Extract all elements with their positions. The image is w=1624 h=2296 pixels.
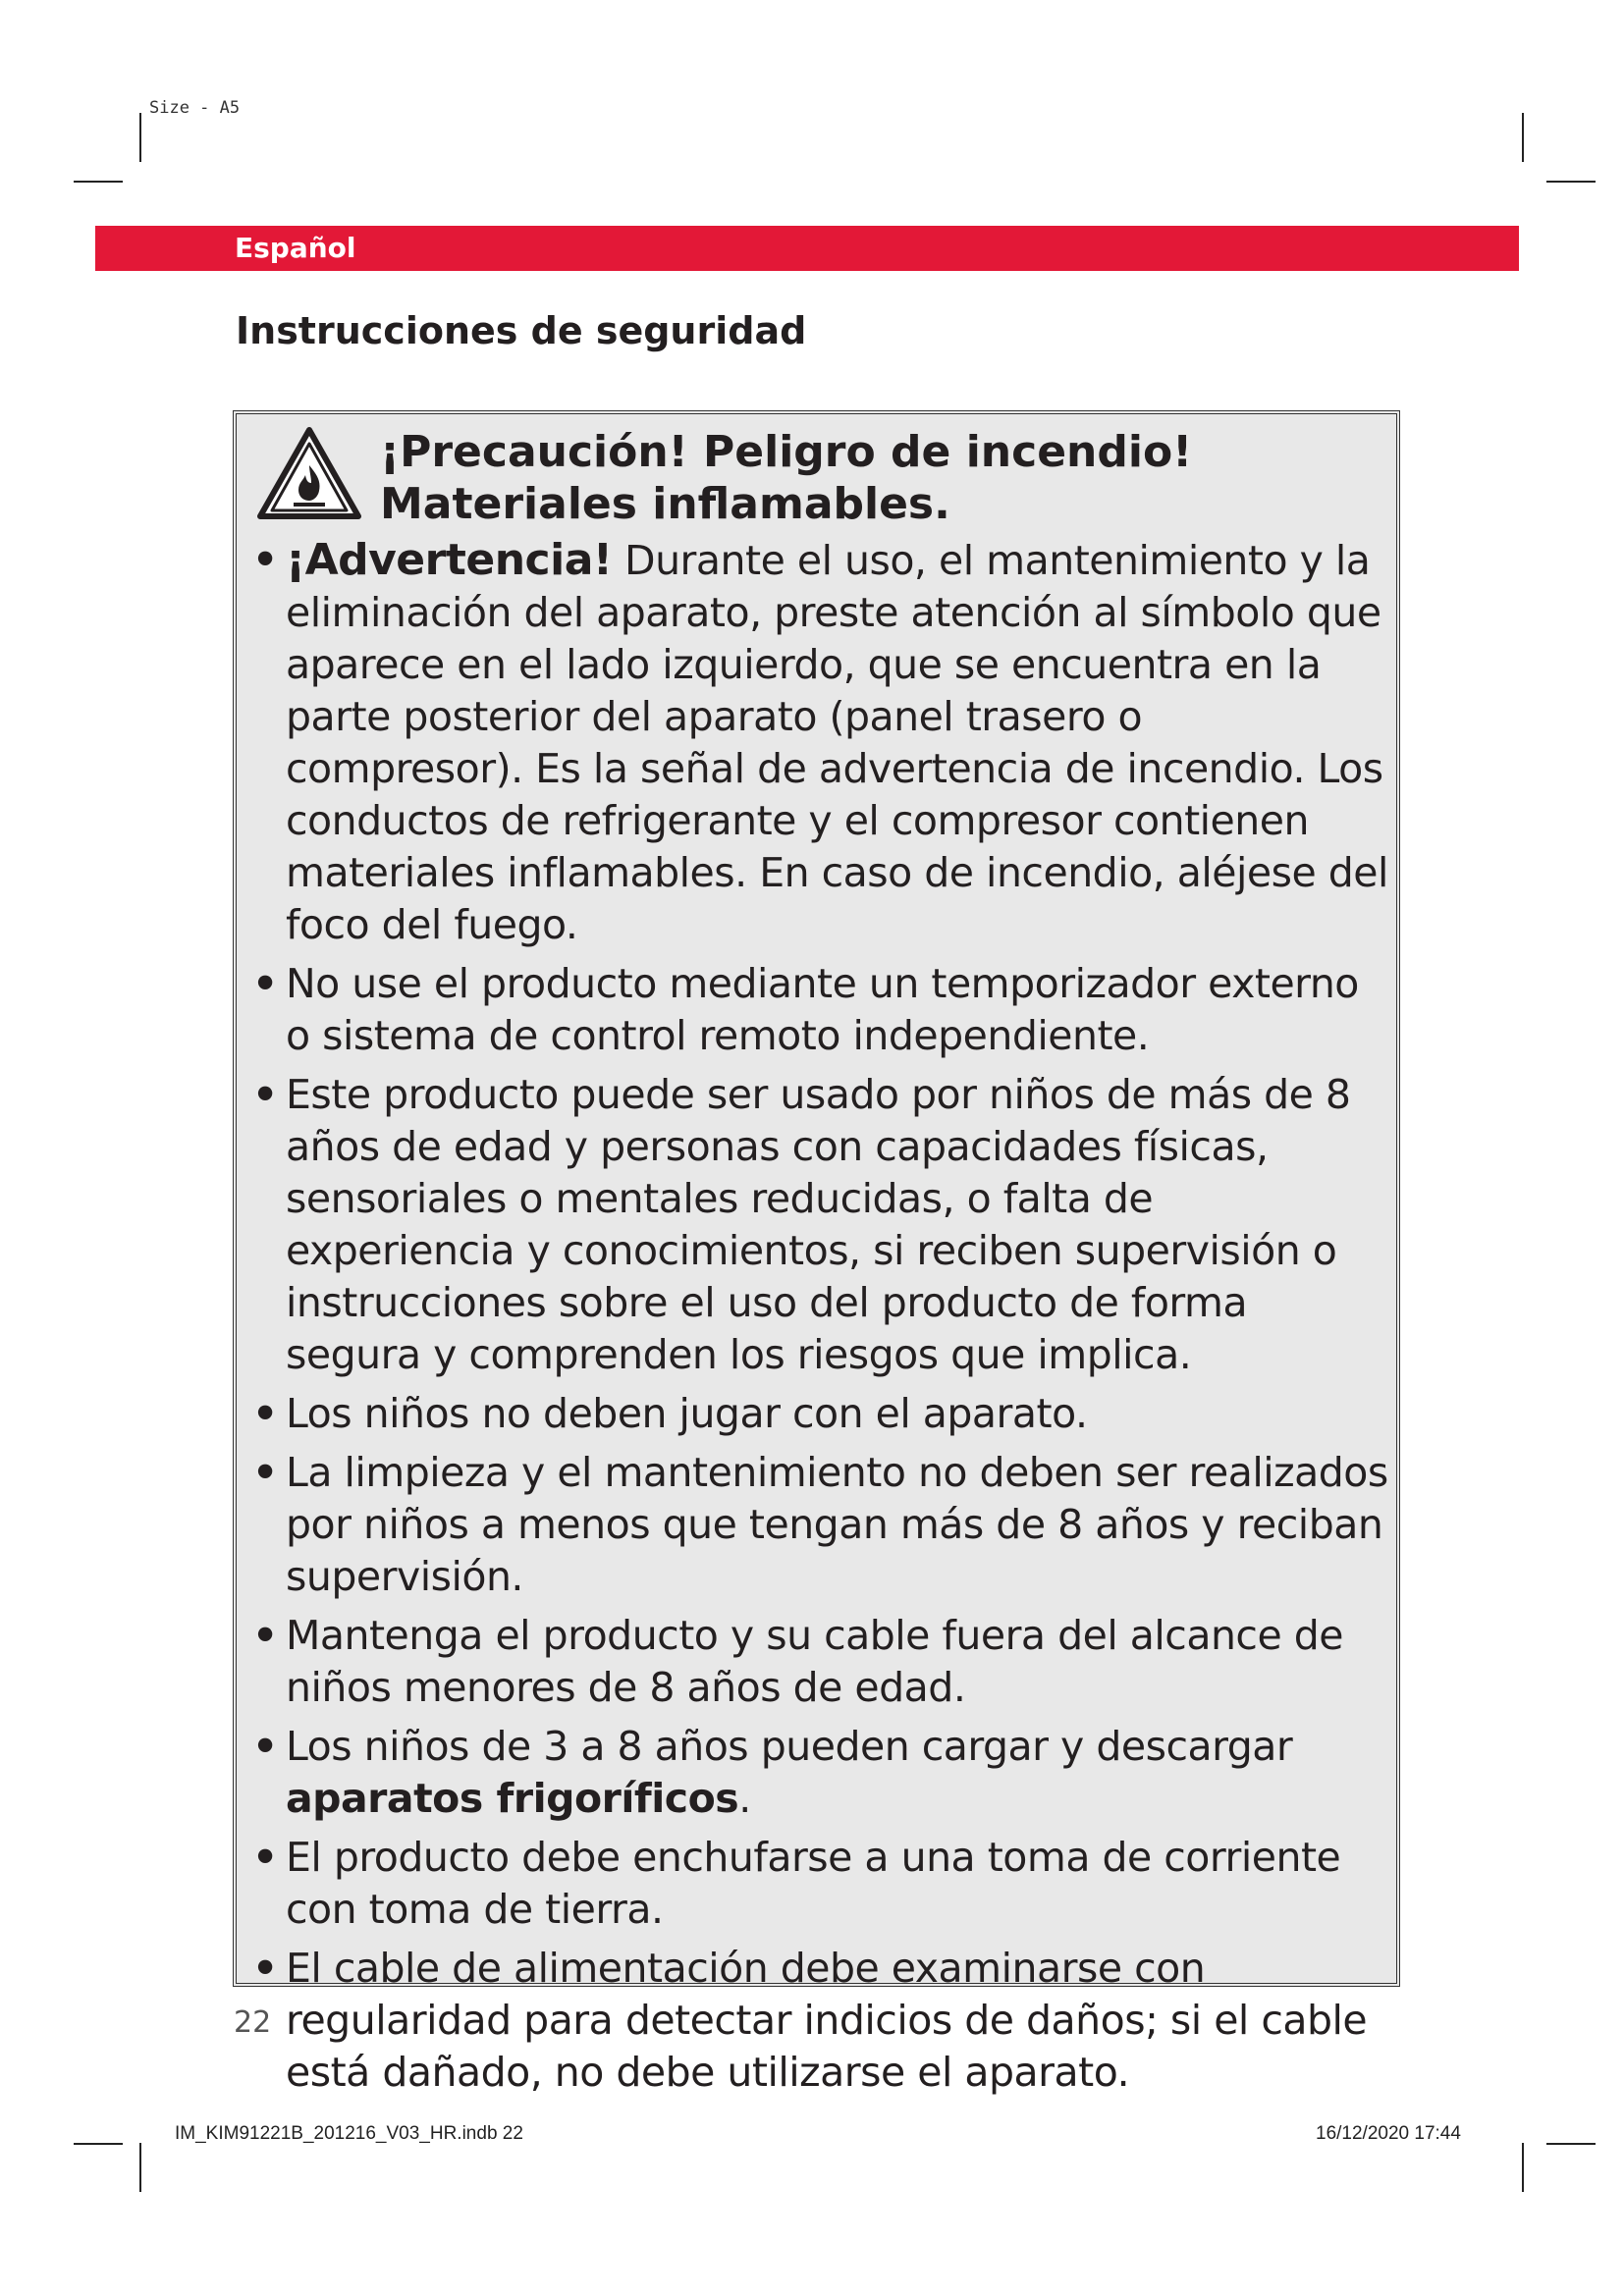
bullet: • xyxy=(252,1723,278,1770)
list-item xyxy=(250,1832,1396,1936)
language-bar xyxy=(95,226,1519,271)
list-item-text: Durante el uso, el mantenimiento y la eliminación del aparato, preste atención al símbolo que aparece en el lado izquierdo, que se encuentra en la parte posterior del aparato (panel trasero o compresor). Es la señal de advertencia de incendio. Los conductos de refrigerante y el compresor contienen materiales inflamables. En caso de incendio, aléjese del foco del fuego. xyxy=(286,537,1388,948)
bullet: • xyxy=(252,1390,278,1437)
list-item xyxy=(250,1447,1396,1603)
bullet: • xyxy=(252,1945,278,1992)
crop-mark-top-right-vertical xyxy=(1522,113,1524,162)
crop-mark-bottom-left-vertical xyxy=(139,2143,141,2192)
safety-instructions-list xyxy=(250,534,1396,2106)
list-item xyxy=(250,1610,1396,1714)
section-title: Instrucciones de seguridad xyxy=(236,309,807,352)
list-item-text: Los niños de 3 a 8 años pueden cargar y descargar xyxy=(286,1723,1293,1770)
bullet: • xyxy=(252,536,278,583)
list-item-tail: . xyxy=(738,1775,751,1822)
footer-timestamp: 16/12/2020 17:44 xyxy=(1316,2123,1461,2144)
list-item xyxy=(250,958,1396,1062)
list-item-text: El producto debe enchufarse a una toma de corriente con toma de tierra. xyxy=(286,1834,1341,1933)
bullet: • xyxy=(252,1449,278,1496)
list-item xyxy=(250,1943,1396,2099)
bullet: • xyxy=(252,1834,278,1881)
list-item xyxy=(250,1721,1396,1825)
list-item-text: La limpieza y el mantenimiento no deben ser realizados por niños a menos que tengan más de 8 años y reciban supervisión. xyxy=(286,1449,1388,1600)
warning-title: ¡Precaución! Peligro de incendio! Materiales inflamables. xyxy=(380,427,1193,529)
footer-file-name: IM_KIM91221B_201216_V03_HR.indb 22 xyxy=(175,2123,523,2144)
language-label: Español xyxy=(235,232,356,264)
list-item-text: Mantenga el producto y su cable fuera del alcance de niños menores de 8 años de edad. xyxy=(286,1612,1343,1711)
list-item-text: Este producto puede ser usado por niños de más de 8 años de edad y personas con capacidades físicas, sensoriales o mentales reducidas, o falta de experiencia y conocimientos, si reciben supervisión o instrucciones sobre el uso del producto de forma segura y comprenden los riesgos que implica. xyxy=(286,1071,1351,1378)
crop-mark-top-right-horizontal xyxy=(1546,181,1596,183)
bullet: • xyxy=(252,1612,278,1659)
crop-mark-bottom-left-horizontal xyxy=(74,2143,123,2145)
list-item xyxy=(250,1388,1396,1440)
page-number: 22 xyxy=(234,2005,272,2040)
list-item xyxy=(250,1069,1396,1381)
list-item xyxy=(250,534,1396,951)
bullet: • xyxy=(252,960,278,1007)
list-item-text: No use el producto mediante un temporizador externo o sistema de control remoto independiente. xyxy=(286,960,1359,1059)
crop-mark-top-left-horizontal xyxy=(74,181,123,183)
crop-mark-bottom-right-horizontal xyxy=(1546,2143,1596,2145)
list-item-bold-text: aparatos frigoríficos xyxy=(286,1775,739,1822)
warning-lead: ¡Advertencia! xyxy=(286,535,613,585)
crop-mark-top-left-vertical xyxy=(139,113,141,162)
print-size-label: Size - A5 xyxy=(149,98,241,118)
list-item-text: El cable de alimentación debe examinarse con regularidad para detectar indicios de daños; si el cable está dañado, no debe utilizarse el aparato. xyxy=(286,1945,1368,2096)
list-item-text: Los niños no deben jugar con el aparato. xyxy=(286,1390,1088,1437)
bullet: • xyxy=(252,1071,278,1118)
crop-mark-bottom-right-vertical xyxy=(1522,2143,1524,2192)
flammable-warning-icon xyxy=(256,426,362,520)
